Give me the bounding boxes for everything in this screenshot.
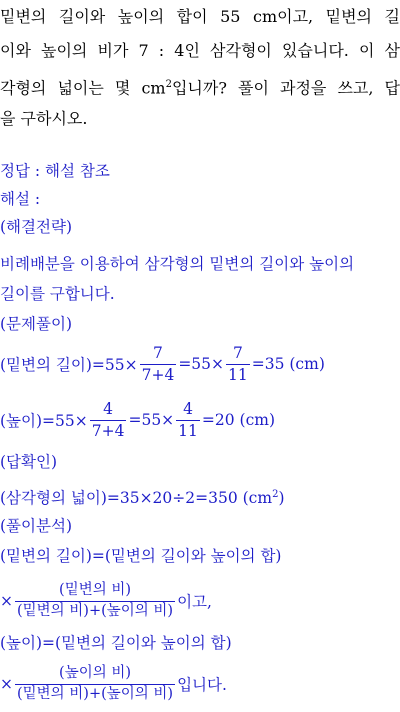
equation-text: =20 (cm) [201, 411, 276, 429]
fraction-denominator: 11 [178, 421, 198, 440]
question-line: 이와 높이의 비가 7 : 4인 삼각형이 있습니다. 이 삼 [0, 41, 400, 60]
question-line [0, 68, 400, 102]
fraction-numerator: 7 [140, 345, 177, 364]
superscript: 2 [272, 489, 279, 500]
fraction [176, 401, 200, 439]
base-equation [0, 336, 400, 392]
fraction-denominator: 7+4 [91, 421, 125, 440]
equation-text: =55× [128, 411, 175, 429]
solution-heading: (문제풀이) [0, 315, 72, 333]
fraction-numerator: (높이의 비) [15, 666, 175, 684]
question-line-part: 입니까? 풀이 과정을 쓰고, 답 [171, 78, 400, 98]
analysis-heading: (풀이분석) [0, 517, 72, 535]
base-ratio-formula [0, 573, 400, 629]
strategy-heading: (해결전략) [0, 218, 72, 236]
explanation-label: 해설 : [0, 190, 41, 208]
equation-text: (삼각형의 넓이)=35×20÷2=350 (cm [0, 489, 273, 508]
equation-text: =35 (cm) [251, 355, 325, 373]
height-formula: (높이)=(밑변의 길이와 높이의 합) [0, 634, 232, 652]
strategy-text: 비례배분을 이용하여 삼각형의 밑변의 길이와 높이의 [0, 255, 355, 273]
fraction-numerator: 4 [176, 401, 200, 420]
times-sign: × [0, 675, 13, 693]
strategy-text: 길이를 구합니다. [0, 285, 115, 303]
question-line: 밑변의 길이와 높이의 합이 55 cm이고, 밑변의 길 [0, 7, 400, 26]
fraction [226, 345, 250, 383]
fraction-denominator: (밑변의 비)+(높이의 비) [17, 602, 174, 619]
equation-text: ) [278, 489, 285, 508]
fraction [15, 583, 175, 618]
equation-text: 입니다. [177, 676, 227, 694]
question-line: 을 구하시오. [0, 109, 88, 128]
fraction-numerator: (밑변의 비) [15, 583, 175, 601]
height-ratio-formula [0, 656, 400, 712]
fraction-denominator: 7+4 [141, 365, 175, 384]
fraction [90, 401, 127, 439]
equation-text: (높이)=55× [0, 412, 88, 430]
answer-label: 정답 : 해설 참조 [0, 162, 110, 180]
equation-text: =55× [178, 355, 225, 373]
fraction-numerator: 7 [226, 345, 250, 364]
base-formula: (밑변의 길이)=(밑변의 길이와 높이의 합) [0, 547, 282, 565]
fraction-denominator: (밑변의 비)+(높이의 비) [17, 685, 174, 702]
times-sign: × [0, 592, 13, 610]
fraction-denominator: 11 [228, 365, 248, 384]
fraction [15, 666, 175, 701]
superscript: 2 [165, 79, 172, 90]
height-equation [0, 392, 400, 448]
check-heading: (답확인) [0, 453, 58, 471]
fraction [140, 345, 177, 383]
fraction-numerator: 4 [90, 401, 127, 420]
equation-text: (밑변의 길이)=55× [0, 356, 138, 374]
equation-text: 이고, [177, 593, 212, 611]
question-line-part: 각형의 넓이는 몇 cm [0, 78, 166, 98]
area-equation [0, 480, 400, 510]
